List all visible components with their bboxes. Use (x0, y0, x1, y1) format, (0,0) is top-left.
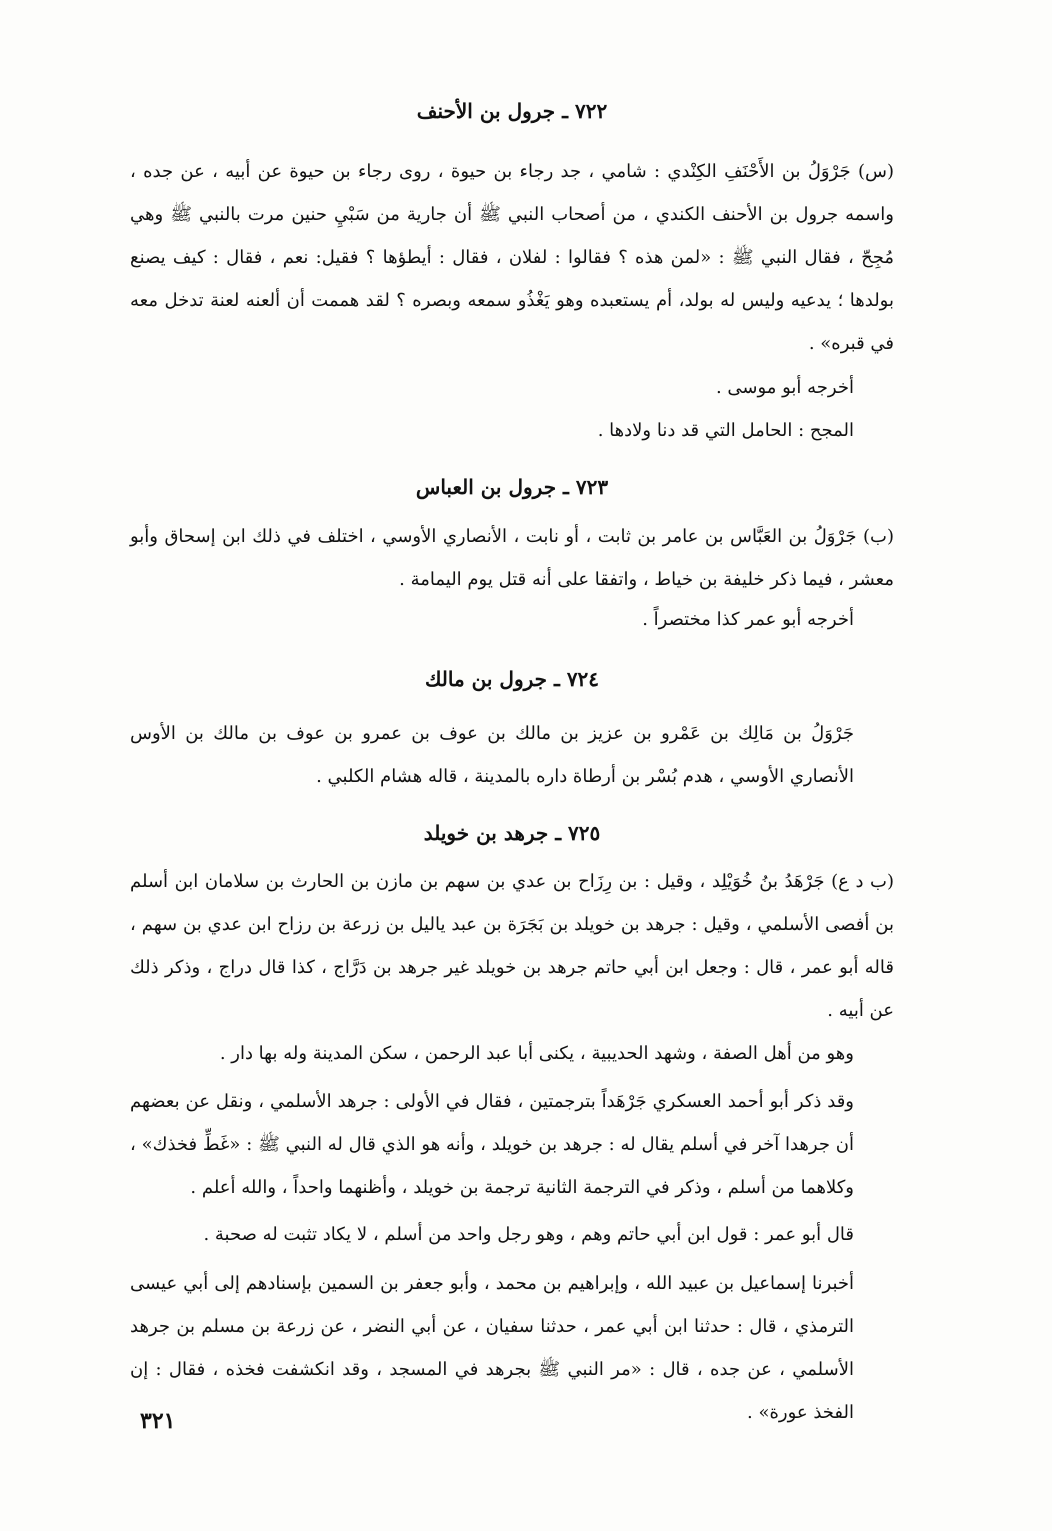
entry-heading-725: ٧٢٥ ـ جرهد بن خويلد (423, 821, 601, 845)
entry-heading-724: ٧٢٤ ـ جرول بن مالك (424, 667, 600, 691)
page-number: ٣٢١ (140, 1408, 176, 1434)
entry-paragraph-725-askari: وقد ذكر أبو أحمد العسكري جَرْهَداً بترجمتين ، فقال في الأولى : جرهد الأسلمي ، ونقل عن بعضهم أن جرهدا آخر في أسلم يقال له : جرهد بن خويلد ، وأنه هو الذي قال له النبي ﷺ : «غَطِّ فخذك» ، وكلاهما من أسلم ، وذكر في الترجمة الثانية ترجمة بن خويلد ، وأظنهما واحداً ، والله أعلم . (130, 1091, 854, 1198)
entry-paragraph-725: (ب د ع) جَرْهَدُ بنُ خُوَيْلِد ، وقيل : بن رِزَاح بن عدي بن سهم بن مازن بن الحارث بن سلامان ابن أسلم بن أفصى الأسلمي ، وقيل : جرهد بن خويلد بن بَجَرَة بن عبد ياليل بن زرعة بن رزاح ابن عدي بن سهم ، قاله أبو عمر ، قال : وجعل ابن أبي حاتم جرهد بن خويلد غير جرهد بن دَرَّاج ، كذا قال دراج ، وذكر ذلك عن أبيه . (130, 871, 894, 1021)
entry-paragraph-722-gloss: المجح : الحامل التي قد دنا ولادها . (597, 420, 854, 441)
entry-paragraph-725-residence: وهو من أهل الصفة ، وشهد الحديبية ، يكنى أبا عبد الرحمن ، سكن المدينة وله بها دار . (219, 1043, 854, 1064)
entry-heading-722: ٧٢٢ ـ جرول بن الأحنف (416, 99, 608, 123)
entry-paragraph-725-abu-umar: قال أبو عمر : قول ابن أبي حاتم وهم ، وهو رجل واحد من أسلم ، لا يكاد تثبت له صحبة . (203, 1224, 854, 1245)
entry-paragraph-724: جَرْوَلُ بن مَالِك بن عَمْرو بن عزيز بن مالك بن عوف بن عمرو بن عوف بن مالك بن الأوس الأنصاري الأوسي ، هدم بُسْر بن أرطاة داره بالمدينة ، قاله هشام الكلبي . (130, 723, 854, 787)
entry-paragraph-722-source: أخرجه أبو موسى . (715, 377, 854, 398)
entry-paragraph-723-source: أخرجه أبو عمر كذا مختصراً . (642, 609, 854, 630)
entry-heading-723: ٧٢٣ ـ جرول بن العباس (415, 475, 609, 499)
entry-paragraph-723: (ب) جَرْوَلُ بن العَبَّاس بن عامر بن ثابت ، أو نابت ، الأنصاري الأوسي ، اختلف في ذلك ابن إسحاق وأبو معشر ، فيما ذكر خليفة بن خياط ، واتفقا على أنه قتل يوم اليمامة . (130, 526, 894, 590)
entry-paragraph-722: (س) جَرْوَلُ بن الأَحْنَفِ الكِنْدي : شامي ، جد رجاء بن حيوة ، روى رجاء بن حيوة عن أبيه ، عن جده ، واسمه جرول بن الأحنف الكندي ، من أصحاب النبي ﷺ أن جارية من سَبْيِ حنين مرت بالنبي ﷺ وهي مُجِحّ ، فقال النبي ﷺ : «لمن هذه ؟ فقالوا : لفلان ، فقال : أيطؤها ؟ فقيل: نعم ، فقال : كيف يصنع بولدها ؛ يدعيه وليس له بولد، أم يستعبده وهو يَغْذُو سمعه وبصره ؟ لقد هممت أن ألعنه لعنة تدخل معه في قبره» . (130, 161, 894, 354)
entry-paragraph-725-hadith: أخبرنا إسماعيل بن عبيد الله ، وإبراهيم بن محمد ، وأبو جعفر بن السمين بإسنادهم إلى أبي عيسى الترمذي ، قال : حدثنا ابن أبي عمر ، حدثنا سفيان ، عن أبي النضر ، عن زرعة بن مسلم بن جرهد الأسلمي ، عن جده ، قال : «مر النبي ﷺ بجرهد في المسجد ، وقد انكشفت فخذه ، فقال : إن الفخذ عورة» . (130, 1273, 854, 1423)
